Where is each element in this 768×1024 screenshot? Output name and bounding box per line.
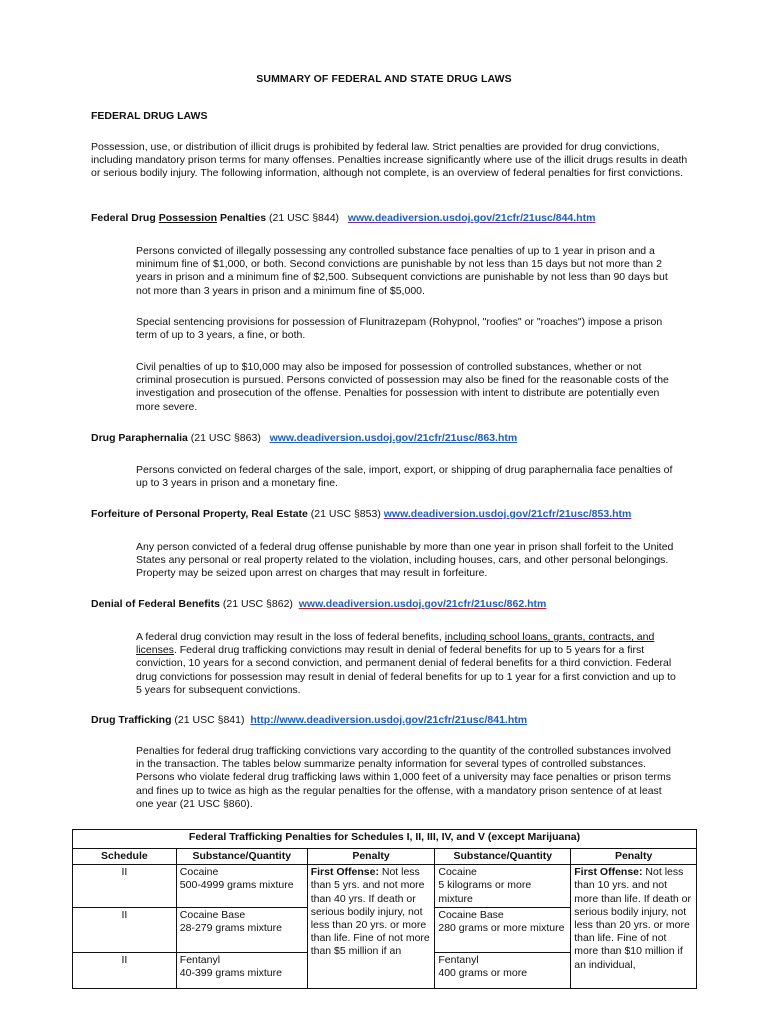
schedule-cell: II [73,865,177,908]
possession-paragraph-1: Persons convicted of illegally possessing any controlled substance face penalties of up to 1 year in prison and a minimum fine of $1,000, or both. Second convictions are punishable by not less than 15 days but not more than 2 years in prison and a minimum fine of $2,500. Subsequent convictions are punishable by not less than 90 days but not more than 3 years in prison and a minimum fine of $5,000. [136,245,668,297]
paraphernalia-heading [91,432,517,444]
benefits-paragraph-post: . Federal drug trafficking convictions may result in denial of federal benefits for up to 5 years for a first conviction, 10 years for a second conviction, and permanent denial of federal benefits for a third conviction. Federal drug convictions for possession may result in denial of federal benefits for up to 1 year for a first conviction and up to 5 years for subsequent convictions. [136,644,676,696]
schedule-cell: II [73,907,177,952]
penalty-2-text: Not less than 10 yrs. and not more than life. If death or serious bodily injury, not less than 20 yrs. or more than life. Fine of not more than $10 million if an individual, [574,866,691,971]
penalty-1-text: Not less than 5 yrs. and not more than 40 yrs. If death or serious bodily injury, not less than 20 yrs. or more than life. Fine of not more than $5 million if an [310,866,430,958]
substance-quantity: 280 grams or more mixture [438,922,565,935]
penalty-cell-2 [571,865,697,989]
substance-quantity: 5 kilograms or more mixture [438,879,532,905]
forfeiture-paragraph: Any person convicted of a federal drug offense punishable by more than one year in prison shall forfeit to the United States any personal or real property related to the violation, including houses, cars, and other personal belongings. Property may be seized upon arrest on charges that may result in forfeiture. [136,541,674,580]
forfeiture-citation: (21 USC §853) [307,508,381,520]
possession-title-underlined: Possession [158,212,218,224]
benefits-link[interactable]: www.deadiversion.usdoj.gov/21cfr/21usc/862.htm [298,598,547,610]
benefits-citation: (21 USC §862) [219,598,293,610]
header-substance-1: Substance/Quantity [176,849,307,865]
benefits-title: Denial of Federal Benefits [91,598,220,610]
section-title: FEDERAL DRUG LAWS [91,110,208,122]
schedule-cell: II [73,952,177,988]
substance-quantity: 400 grams or more [438,967,528,980]
substance-cell [176,952,307,988]
header-penalty-1: Penalty [307,849,435,865]
substance-quantity: 500-4999 grams mixture [179,879,294,892]
trafficking-citation: (21 USC §841) [171,714,245,726]
forfeiture-link[interactable]: www.deadiversion.usdoj.gov/21cfr/21usc/853.htm [383,508,632,520]
trafficking-penalty-table [72,829,697,989]
possession-paragraph-3: Civil penalties of up to $10,000 may also be imposed for possession of controlled substances, whether or not criminal prosecution is pursued. Persons convicted of possession may also be fined for the reasonable costs of the investigation and prosecution of the offense. Penalties for possession with intent to distribute are potentially even more severe. [136,361,669,413]
substance-cell [176,907,307,952]
penalty-cell-1 [307,865,435,989]
substance-name: Fentanyl [179,953,221,966]
substance-cell [176,865,307,908]
possession-citation: (21 USC §844) [266,212,340,224]
benefits-paragraph-underlined: including school loans, grants, contracts, and licenses [136,631,655,657]
header-penalty-2: Penalty [571,849,697,865]
substance-cell [435,865,571,908]
possession-title-post: Penalties [217,212,267,224]
possession-title-pre: Federal Drug [91,212,159,224]
substance-cell [435,952,571,988]
substance-name: Cocaine [179,866,219,879]
table-header-row [73,849,697,865]
possession-heading [91,212,595,224]
substance-name: Cocaine Base [179,908,246,921]
intro-paragraph: Possession, use, or distribution of illicit drugs is prohibited by federal law. Strict penalties are provided for drug convictions, including mandatory prison terms for many offenses. Penalties increase significantly where use of the illicit drugs results in death or serious bodily injury. The following information, although not complete, is an overview of federal penalties for first convictions. [91,141,688,180]
penalty-2-label: First Offense: [574,866,643,879]
benefits-paragraph [136,631,676,697]
trafficking-heading [91,714,527,726]
substance-name: Cocaine [438,866,477,879]
header-substance-2: Substance/Quantity [435,849,571,865]
paraphernalia-paragraph: Persons convicted on federal charges of the sale, import, export, or shipping of drug paraphernalia face penalties of up to 3 years in prison and a monetary fine. [136,464,673,490]
substance-name: Cocaine Base [438,908,504,921]
table-row [73,865,697,908]
substance-name: Fentanyl [438,953,479,966]
substance-quantity: 28-279 grams mixture [179,922,282,935]
document-title: SUMMARY OF FEDERAL AND STATE DRUG LAWS [256,73,512,85]
paraphernalia-link[interactable]: www.deadiversion.usdoj.gov/21cfr/21usc/863.htm [269,432,518,444]
penalty-1-label: First Offense: [310,866,379,879]
benefits-heading [91,598,546,610]
forfeiture-heading [91,508,631,520]
paraphernalia-citation: (21 USC §863) [187,432,261,444]
trafficking-title: Drug Trafficking [91,714,172,726]
header-schedule: Schedule [73,849,177,865]
possession-paragraph-2: Special sentencing provisions for possession of Flunitrazepam (Rohypnol, "roofies" or "roaches") impose a prison term of up to 3 years, a fine, or both. [136,316,663,342]
benefits-paragraph-pre: A federal drug conviction may result in the loss of federal benefits, [136,631,445,643]
trafficking-link[interactable]: http://www.deadiversion.usdoj.gov/21cfr/21usc/841.htm [250,714,528,726]
trafficking-paragraph: Penalties for federal drug trafficking convictions vary according to the quantity of the controlled substances involved in the transaction. The tables below summarize penalty information for several types of controlled substances. Persons who violate federal drug trafficking laws within 1,000 feet of a university may face penalties or prison terms and fines up to twice as high as the regular penalties for the offense, with a mandatory prison sentence of at least one year (21 USC §860). [136,745,672,810]
table-caption: Federal Trafficking Penalties for Schedules I, II, III, IV, and V (except Marijuana) [73,830,697,849]
substance-quantity: 40-399 grams mixture [179,967,282,980]
substance-cell [435,907,571,952]
possession-link[interactable]: www.deadiversion.usdoj.gov/21cfr/21usc/844.htm [347,212,596,224]
forfeiture-title: Forfeiture of Personal Property, Real Estate [91,508,308,520]
paraphernalia-title: Drug Paraphernalia [91,432,188,444]
